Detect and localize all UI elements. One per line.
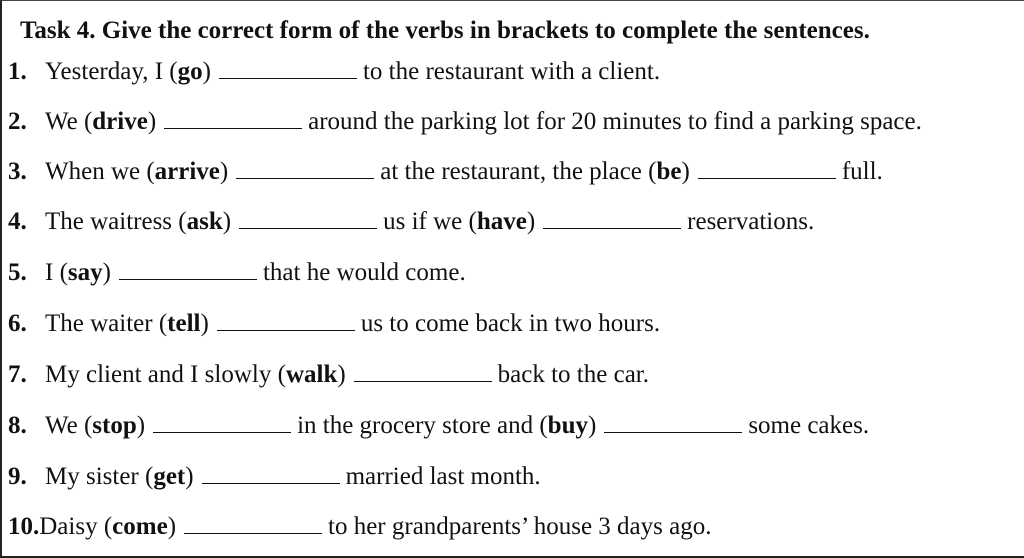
verb-hint: go — [177, 58, 203, 85]
answer-blank[interactable] — [119, 259, 257, 280]
verb-hint: stop — [92, 412, 137, 439]
sentence-text: to her grandparents’ house 3 days ago. — [328, 513, 712, 540]
sentence-text: My sister ( — [45, 463, 154, 490]
sentence-text: Yesterday, I ( — [45, 58, 178, 85]
sentence-text: ) — [222, 208, 232, 235]
item-number: 3. — [8, 158, 27, 185]
sentence-text: ) — [167, 513, 177, 540]
sentence-text: My client and I slowly ( — [45, 361, 286, 388]
verb-hint: buy — [547, 412, 588, 439]
sentence-text: that he would come. — [262, 259, 466, 286]
answer-blank[interactable] — [543, 208, 681, 229]
sentence-text: I ( — [45, 259, 68, 286]
sentence-text: some cakes. — [748, 412, 870, 439]
sentence-text: The waiter ( — [45, 310, 168, 337]
sentence-text: ) — [102, 259, 111, 286]
verb-hint: tell — [167, 310, 201, 337]
sentence-text: to the restaurant with a client. — [362, 58, 661, 85]
item-number: 7. — [8, 361, 27, 388]
sentence-10 — [8, 511, 711, 543]
sentence-text: in the grocery store and ( — [297, 412, 548, 439]
sentence-text: We ( — [45, 412, 93, 439]
sentence-text: full. — [841, 158, 883, 185]
sentence-2 — [8, 106, 922, 138]
answer-blank[interactable] — [217, 310, 355, 331]
sentence-text: around the parking lot for 20 minutes to find a parking space. — [308, 108, 922, 135]
sentence-text: Daisy ( — [39, 513, 113, 540]
sentence-text: ) — [587, 412, 597, 439]
verb-hint: say — [67, 259, 103, 286]
sentence-6 — [8, 308, 660, 340]
sentence-text: ) — [681, 158, 690, 185]
sentence-text: When we ( — [45, 158, 155, 185]
item-number: 2. — [8, 108, 27, 135]
sentence-text: us if we ( — [383, 208, 477, 235]
answer-blank[interactable] — [604, 412, 742, 433]
sentence-text: ) — [337, 361, 346, 388]
answer-blank[interactable] — [202, 463, 340, 484]
sentence-text: The waitress ( — [45, 208, 187, 235]
sentence-text: ) — [202, 58, 211, 85]
verb-hint: walk — [285, 361, 338, 388]
answer-blank[interactable] — [354, 361, 492, 382]
sentence-8 — [8, 410, 869, 442]
sentence-text: back to the car. — [497, 361, 649, 388]
answer-blank[interactable] — [236, 158, 374, 179]
sentence-text: ) — [219, 158, 229, 185]
verb-hint: come — [112, 513, 168, 540]
verb-hint: ask — [186, 208, 223, 235]
sentence-text: reservations. — [687, 208, 815, 235]
sentence-4 — [8, 206, 814, 238]
sentence-1 — [8, 56, 660, 88]
task-title: Task 4. Give the correct form of the verbs in brackets to complete the sentences. — [20, 17, 870, 44]
sentence-text: We ( — [45, 108, 93, 135]
sentence-text: married last month. — [345, 463, 541, 490]
item-number: 4. — [8, 208, 27, 235]
item-number: 6. — [8, 310, 27, 337]
sentence-text: at the restaurant, the place ( — [380, 158, 657, 185]
sentence-text: ) — [147, 108, 157, 135]
item-number: 8. — [8, 412, 27, 439]
sentence-text: ) — [185, 463, 194, 490]
answer-blank[interactable] — [164, 108, 302, 129]
answer-blank[interactable] — [219, 58, 357, 79]
sentence-9 — [8, 461, 541, 493]
sentence-5 — [8, 257, 466, 289]
verb-hint: have — [476, 208, 527, 235]
verb-hint: get — [153, 463, 186, 490]
answer-blank[interactable] — [153, 412, 291, 433]
sentence-text: ) — [526, 208, 536, 235]
answer-blank[interactable] — [184, 513, 322, 534]
answer-blank[interactable] — [239, 208, 377, 229]
item-number: 5. — [8, 259, 27, 286]
item-number: 1. — [8, 58, 27, 85]
sentence-7 — [8, 359, 649, 391]
verb-hint: arrive — [154, 158, 220, 185]
sentence-text: ) — [200, 310, 209, 337]
sentence-text: us to come back in two hours. — [360, 310, 661, 337]
verb-hint: drive — [92, 108, 148, 135]
answer-blank[interactable] — [698, 158, 836, 179]
sentence-text: ) — [136, 412, 146, 439]
item-number: 10. — [8, 513, 40, 540]
verb-hint: be — [656, 158, 682, 185]
item-number: 9. — [8, 463, 27, 490]
sentence-3 — [8, 156, 883, 188]
